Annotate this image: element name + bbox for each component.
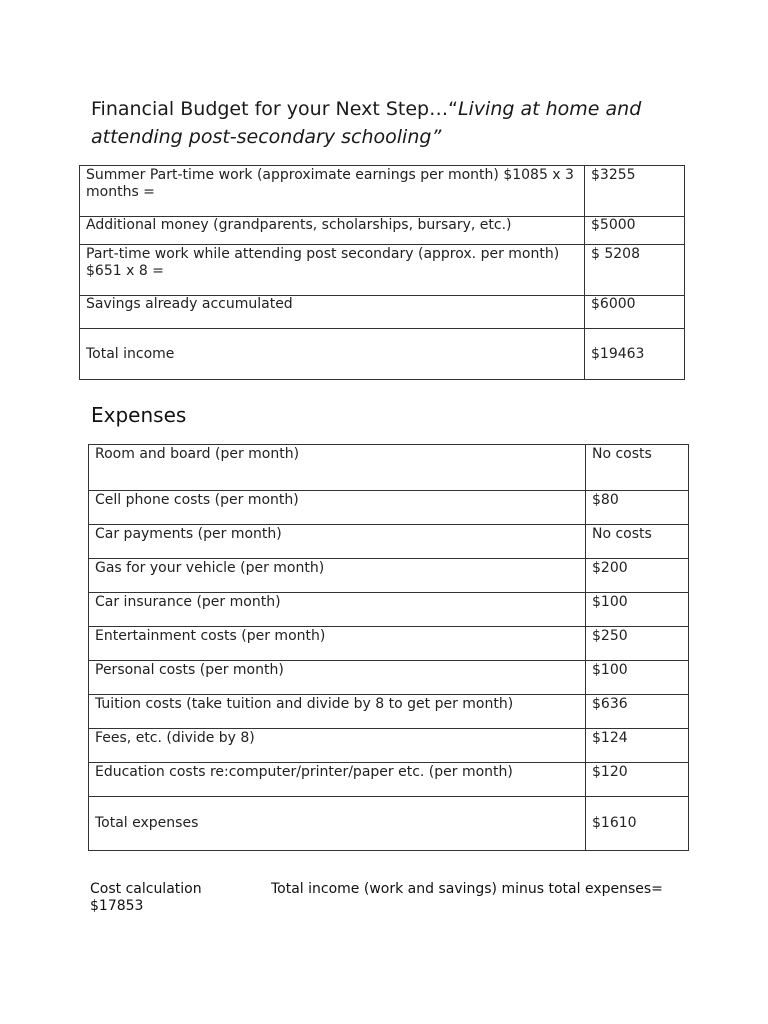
expense-value: $124 [586,729,689,763]
expense-label: Entertainment costs (per month) [89,627,586,661]
title-plain: Financial Budget for your Next Step…“ [91,98,458,120]
expense-label: Room and board (per month) [89,445,586,491]
expense-value: $120 [586,763,689,797]
table-row [89,797,689,851]
expense-total-value: $1610 [586,797,689,851]
title-italic: Living at home and attending post-secondary schooling” [91,98,642,148]
expense-label: Tuition costs (take tuition and divide by 8 to get per month) [89,695,586,729]
expense-label: Fees, etc. (divide by 8) [89,729,586,763]
cost-calculation-label: Cost calculation [90,881,202,897]
table-row [89,445,689,491]
expense-value: No costs [586,445,689,491]
expense-value: No costs [586,525,689,559]
expense-value: $250 [586,627,689,661]
table-row [89,491,689,525]
expense-label: Education costs re:computer/printer/paper etc. (per month) [89,763,586,797]
income-value: $3255 [585,166,685,217]
expense-value: $80 [586,491,689,525]
income-label: Part-time work while attending post secondary (approx. per month) $651 x 8 = [80,245,585,296]
table-row [80,329,685,380]
expense-total-label: Total expenses [89,797,586,851]
table-row [89,661,689,695]
expense-value: $100 [586,661,689,695]
table-row [89,763,689,797]
page-title [91,95,711,151]
table-row [80,245,685,296]
table-row [89,729,689,763]
expense-label: Gas for your vehicle (per month) [89,559,586,593]
expense-value: $636 [586,695,689,729]
table-row [89,525,689,559]
income-total-value: $19463 [585,329,685,380]
expense-label: Car insurance (per month) [89,593,586,627]
table-row [80,296,685,329]
expense-label: Personal costs (per month) [89,661,586,695]
income-label: Additional money (grandparents, scholarships, bursary, etc.) [80,217,585,245]
expenses-table [88,444,689,851]
expense-label: Car payments (per month) [89,525,586,559]
income-value: $6000 [585,296,685,329]
expense-label: Cell phone costs (per month) [89,491,586,525]
table-row [89,593,689,627]
income-value: $ 5208 [585,245,685,296]
expenses-heading: Expenses [91,403,187,427]
cost-calculation-value: $17853 [90,898,144,914]
income-label: Savings already accumulated [80,296,585,329]
expense-value: $100 [586,593,689,627]
income-total-label: Total income [80,329,585,380]
table-row [80,217,685,245]
table-row [80,166,685,217]
income-table [79,165,685,380]
table-row [89,627,689,661]
table-row [89,695,689,729]
income-value: $5000 [585,217,685,245]
cost-calculation-text: Total income (work and savings) minus total expenses= [271,881,663,897]
income-label: Summer Part-time work (approximate earnings per month) $1085 x 3 months = [80,166,585,217]
expense-value: $200 [586,559,689,593]
table-row [89,559,689,593]
